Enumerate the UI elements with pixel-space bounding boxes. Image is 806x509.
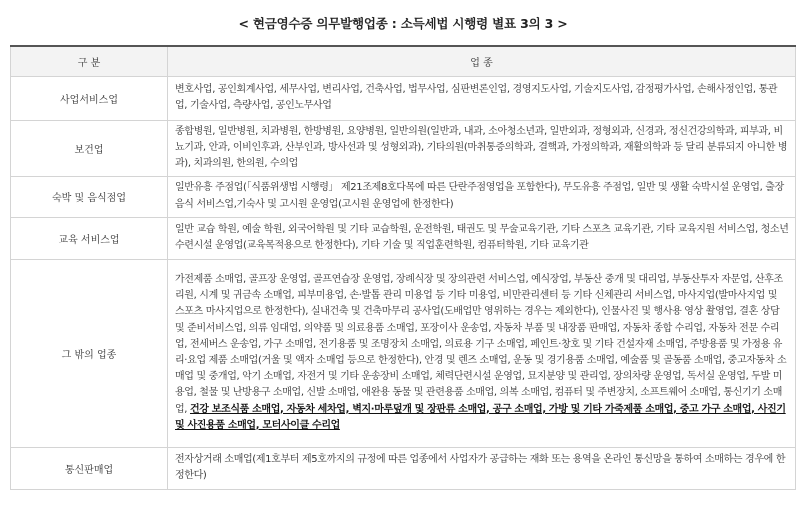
row-description: 종합병원, 일반병원, 치과병원, 한방병원, 요양병원, 일반의원(일반과, 내과, 소아청소년과, 일반외과, 정형외과, 신경과, 정신건강의학과, 피부과, 비뇨기과, 안과, 이비인후과, 산부인과, 방사선과 및 성형외과), 기타의원(마취통증의학과, 결핵과, 가정의학과, 재활의학과 등 달리 분류되지 아니한 병과), 치과의원, 한의원, 수의업 <box>168 120 796 176</box>
row-category: 사업서비스업 <box>11 76 168 120</box>
header-category: 구 분 <box>11 46 168 76</box>
header-row <box>11 46 796 76</box>
table-row <box>11 120 796 176</box>
row-description: 일반 교습 학원, 예술 학원, 외국어학원 및 기타 교습학원, 운전학원, 태권도 및 무술교육기관, 기타 스포츠 교육기관, 기타 교육지원 서비스업, 청소년 수련시설 운영업(교육목적용으로 한정한다), 기타 기술 및 직업훈련학원, 컴퓨터학원, 기타 교육기관 <box>168 217 796 259</box>
table-row <box>11 217 796 259</box>
document-title: < 현금영수증 의무발행업종 : 소득세법 시행령 별표 3의 3 > <box>238 16 568 31</box>
row-category: 보건업 <box>11 120 168 176</box>
table-row <box>11 176 796 217</box>
table-row <box>11 76 796 120</box>
row-description: 일반유흥 주점업(「식품위생법 시행령」 제21조제8호다목에 따른 단란주점영업을 포함한다), 무도유흥 주점업, 일반 및 생활 숙박시설 운영업, 출장음식 서비스업,기숙사 및 고시원 운영업(고시원 운영업에 한정한다) <box>168 176 796 217</box>
header-business: 업 종 <box>168 46 796 76</box>
row-category: 교육 서비스업 <box>11 217 168 259</box>
table-row <box>11 259 796 447</box>
row-description: 전자상거래 소매업(제1호부터 제5호까지의 규정에 따른 업종에서 사업자가 공급하는 재화 또는 용역을 온라인 통신망을 통하여 소매하는 경우에 한정한다) <box>168 447 796 489</box>
table-row <box>11 447 796 489</box>
row-category: 숙박 및 음식점업 <box>11 176 168 217</box>
row-category: 그 밖의 업종 <box>11 259 168 447</box>
business-table <box>10 45 796 490</box>
row-description: 변호사업, 공인회계사업, 세무사업, 변리사업, 건축사업, 법무사업, 심판변론인업, 경영지도사업, 기술지도사업, 감정평가사업, 손해사정인업, 통관업, 기술사업, 측량사업, 공인노무사업 <box>168 76 796 120</box>
row-category: 통신판매업 <box>11 447 168 489</box>
highlighted-businesses: 건강 보조식품 소매업, 자동차 세차업, 벽지·마루덮개 및 장판류 소매업, 공구 소매업, 가방 및 기타 가죽제품 소매업, 중고 가구 소매업, 사진기 및 사진용품 소매업, 모터사이클 수리업 <box>175 403 786 431</box>
row-description <box>168 259 796 447</box>
row-description-text: 가전제품 소매업, 골프장 운영업, 골프연습장 운영업, 장례식장 및 장의관련 서비스업, 예식장업, 부동산 중개 및 대리업, 부동산투자 자문업, 산후조리원, 시계 및 귀금속 소매업, 피부미용업, 손·발톱 관리 미용업 등 기타 미용업, 비만관리센터 등 기타 신체관리 서비스업, 마사지업(발마사지업 및 스포츠 마사지업으로 한정한다), 실내건축 및 건축마무리 공사업(도배업만 영위하는 경우는 제외한다), 인물사진 및 행사용 영상 촬영업, 결혼 상담 및 준비서비스업, 의류 임대업, 의약품 및 의료용품 소매업, 포장이사 운송업, 자동차 부품 및 내장품 판매업, 자동차 종합 수리업, 자동차 전문 수리업, 전세버스 운송업, 가구 소매업, 전기용품 및 조명장치 소매업, 의료용 기구 소매업, 페인트·창호 및 기타 건설자재 소매업, 주방용품 및 가정용 유리·요업 제품 소매업(거울 및 액자 소매업 등으로 한정한다), 안경 및 렌즈 소매업, 운동 및 경기용품 소매업, 예술품 및 골동품 소매업, 중고자동차 소매업 및 중개업, 악기 소매업, 자전거 및 기타 운송장비 소매업, 체력단련시설 운영업, 묘지분양 및 관리업, 장의차량 운영업, 독서실 운영업, 두발 미용업, 철물 및 난방용구 소매업, 신발 소매업, 애완용 동물 및 관련용품 소매업, 의복 소매업, 컴퓨터 및 주변장치, 소프트웨어 소매업, 통신기기 소매업, <box>175 273 787 415</box>
